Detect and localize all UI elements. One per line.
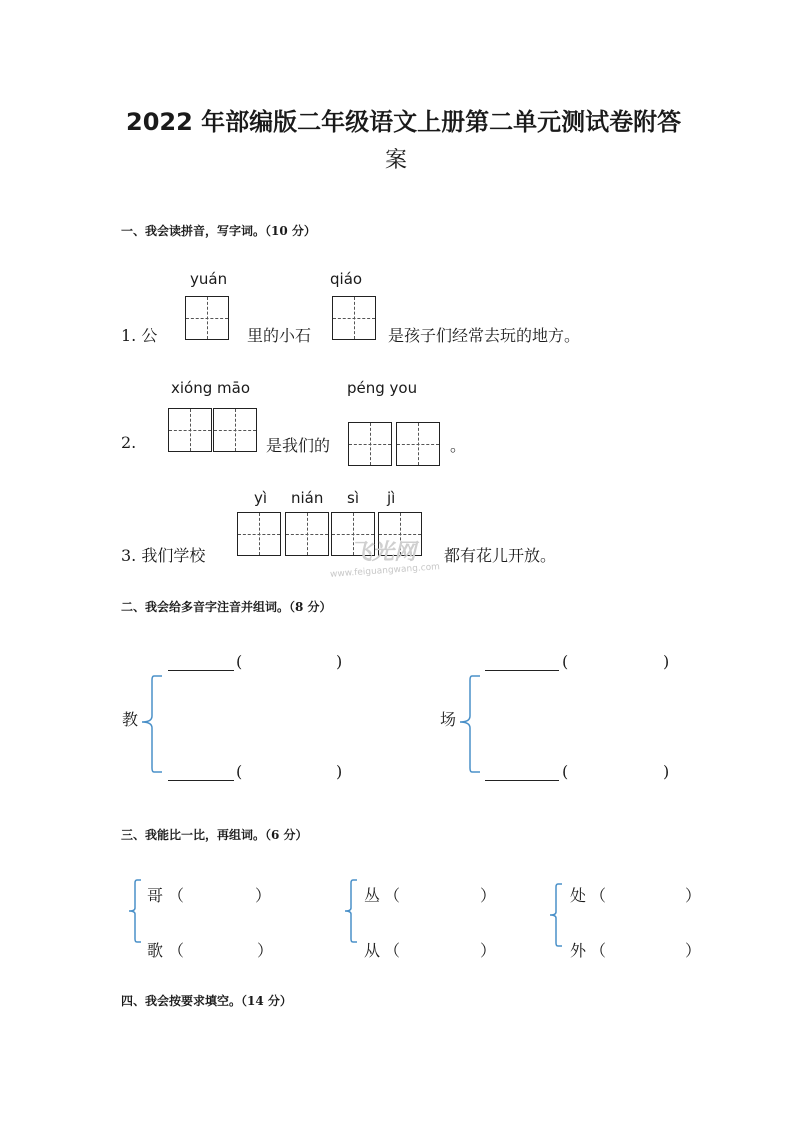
paren-close: ） [255,886,272,905]
compare-char-wai: 外 [570,941,587,960]
brace-icon [140,674,164,774]
q1-suffix: 是孩子们经常去玩的地方。 [388,326,581,345]
pinyin-si: sì [347,489,359,507]
writing-grid-box[interactable] [213,408,257,452]
pinyin-yi: yì [254,489,268,507]
compare-char-cong2: 从 [364,941,381,960]
q1-prefix: 1. 公 [121,326,158,345]
brace-icon [548,882,564,948]
writing-grid-box[interactable] [396,422,440,466]
paren-close: ） [257,941,274,960]
watermark-logo: 飞光网 [350,540,417,565]
pinyin-pengyou: péng you [347,379,418,397]
pinyin-xiongmao: xióng māo [171,379,250,397]
writing-grid-box[interactable] [348,422,392,466]
brace-icon [343,878,359,944]
paren-close: ) [336,762,343,781]
q3-prefix: 3. 我们学校 [121,546,206,565]
pinyin-nian: nián [291,489,324,507]
section-heading-2: 二、我会给多音字注音并组词。（8 分） [121,600,332,614]
compare-char-chu: 处 [570,886,587,905]
paren-close: ) [663,652,670,671]
section-heading-4: 四、我会按要求填空。（14 分） [121,994,292,1008]
paren-open: ( [562,762,569,781]
paren-close: ） [480,886,497,905]
paren-close: ） [480,941,497,960]
section-heading-3: 三、我能比一比，再组词。（6 分） [121,828,308,842]
paren-close: ） [685,886,702,905]
q2-suffix: 。 [450,436,467,455]
page-title-continued: 案 [385,148,408,173]
pinyin-yuan: yuán [190,270,228,288]
pinyin-qiao: qiáo [330,270,363,288]
compare-char-cong: 丛 [364,886,381,905]
q3-suffix: 都有花儿开放。 [444,546,557,565]
watermark-url: www.feiguangwang.com [329,562,441,580]
paren-open: （ [168,941,185,960]
answer-line[interactable] [168,670,234,671]
writing-grid-box[interactable] [168,408,212,452]
compare-char-ge: 哥 [147,886,164,905]
brace-icon [127,878,143,944]
writing-grid-box[interactable] [237,512,281,556]
q2-prefix: 2. [121,433,137,452]
writing-grid-box[interactable] [285,512,329,556]
page-title: 2022 年部编版二年级语文上册第二单元测试卷附答 [126,108,682,136]
answer-line[interactable] [485,670,559,671]
paren-open: ( [562,652,569,671]
q2-middle: 是我们的 [266,436,331,455]
paren-open: ( [236,762,243,781]
paren-open: （ [384,941,401,960]
paren-close: ) [336,652,343,671]
paren-open: （ [590,886,607,905]
paren-close: ) [663,762,670,781]
answer-line[interactable] [485,780,559,781]
paren-open: （ [590,941,607,960]
polyphone-char-jiao: 教 [122,710,139,729]
answer-line[interactable] [168,780,234,781]
paren-open: （ [168,886,185,905]
pinyin-ji: jì [387,489,396,507]
paren-open: （ [384,886,401,905]
writing-grid-box[interactable] [332,296,376,340]
section-heading-1: 一、我会读拼音，写字词。（10 分） [121,224,316,238]
compare-char-ge2: 歌 [147,941,164,960]
q1-middle: 里的小石 [247,326,312,345]
paren-close: ） [685,941,702,960]
brace-icon [458,674,482,774]
writing-grid-box[interactable] [185,296,229,340]
polyphone-char-chang: 场 [440,710,457,729]
paren-open: ( [236,652,243,671]
